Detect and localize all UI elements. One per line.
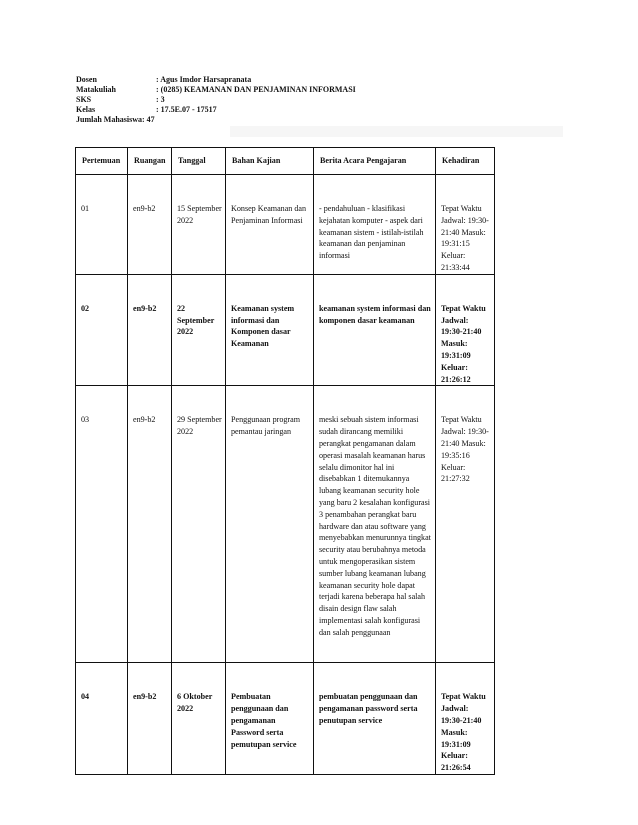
- cell-pertemuan: 02: [76, 274, 128, 386]
- sks-label: SKS: [76, 95, 92, 104]
- cell-tanggal: 29 September 2022: [172, 386, 226, 663]
- kelas-label: Kelas: [76, 105, 96, 114]
- cell-berita-acara: keamanan system informasi dan komponen dasar keamanan: [314, 274, 436, 386]
- dosen-value: : Agus Imdor Harsapranata: [156, 75, 252, 84]
- cell-ruangan: en9-b2: [128, 386, 172, 663]
- cell-kehadiran: Tepat Waktu Jadwal: 19:30-21:40 Masuk: 19:31:09 Keluar: 21:26:12: [436, 274, 495, 386]
- cell-ruangan: en9-b2: [128, 274, 172, 386]
- attendance-table: [75, 147, 495, 775]
- col-header-tanggal: Tanggal: [172, 148, 226, 175]
- col-header-ruangan: Ruangan: [128, 148, 172, 175]
- table-row: [76, 175, 495, 275]
- cell-berita-acara: meski sebuah sistem informasi sudah dirancang memiliki perangkat pengamanan dalam operasi masalah keamanan harus selalu dimonitor hal ini disebabkan 1 ditemukannya lubang keamanan security hole yang baru 2 kesalahan konfigurasi 3 penambahan perangkat baru hardware dan atau software yang menyebabkan menurunnya tingkat security atau berubahnya metoda untuk mengoperasikan sistem sumber lubang keamanan lubang keamanan security hole dapat terjadi karena beberapa hal salah disain design flaw salah implementasi salah konfigurasi dan salah penggunaan: [314, 386, 436, 663]
- sks-value: : 3: [156, 95, 165, 104]
- matkul-value: : (0285) KEAMANAN DAN PENJAMINAN INFORMASI: [156, 85, 356, 94]
- faint-highlight-bar: [230, 126, 563, 137]
- cell-tanggal: 15 September 2022: [172, 175, 226, 275]
- header-row-kelas: [76, 105, 356, 115]
- header-row-jumlah: [76, 115, 356, 125]
- cell-tanggal: 22 September 2022: [172, 274, 226, 386]
- col-header-pertemuan: Pertemuan: [76, 148, 128, 175]
- col-header-bahan-kajian: Bahan Kajian: [226, 148, 314, 175]
- jumlah-label: Jumlah Mahasiswa: [76, 115, 143, 124]
- cell-kehadiran: Tepat Waktu Jadwal: 19:30-21:40 Masuk: 19:31:15 Keluar: 21:33:44: [436, 175, 495, 275]
- table-row: [76, 274, 495, 386]
- course-header: [76, 75, 356, 125]
- dosen-label: Dosen: [76, 75, 97, 84]
- cell-berita-acara: - pendahuluan - klasifikasi kejahatan komputer - aspek dari keamanan sistem - istilah-istilah keamanan dan penjaminan informasi: [314, 175, 436, 275]
- cell-pertemuan: 03: [76, 386, 128, 663]
- col-header-berita-acara: Berita Acara Pengajaran: [314, 148, 436, 175]
- cell-bahan-kajian: Konsep Keamanan dan Penjaminan Informasi: [226, 175, 314, 275]
- cell-ruangan: en9-b2: [128, 663, 172, 775]
- cell-bahan-kajian: Penggunaan program pemantau jaringan: [226, 386, 314, 663]
- cell-bahan-kajian: Keamanan system informasi dan Komponen dasar Keamanan: [226, 274, 314, 386]
- col-header-kehadiran: Kehadiran: [436, 148, 495, 175]
- matkul-label: Matakuliah: [76, 85, 117, 94]
- jumlah-value: : 47: [142, 115, 155, 124]
- header-row-matkul: [76, 85, 356, 95]
- cell-kehadiran: Tepat Waktu Jadwal: 19:30-21:40 Masuk: 19:35:16 Keluar: 21:27:32: [436, 386, 495, 663]
- kelas-value: : 17.5E.07 - 17517: [156, 105, 217, 114]
- header-row-sks: [76, 95, 356, 105]
- cell-tanggal: 6 Oktober 2022: [172, 663, 226, 775]
- cell-berita-acara: pembuatan penggunaan dan pengamanan password serta penutupan service: [314, 663, 436, 775]
- cell-pertemuan: 04: [76, 663, 128, 775]
- cell-pertemuan: 01: [76, 175, 128, 275]
- table-row: [76, 386, 495, 663]
- table-header-row: [76, 148, 495, 175]
- table-row: [76, 663, 495, 775]
- header-row-dosen: [76, 75, 356, 85]
- cell-kehadiran: Tepat Waktu Jadwal: 19:30-21:40 Masuk: 19:31:09 Keluar: 21:26:54: [436, 663, 495, 775]
- cell-bahan-kajian: Pembuatan penggunaan dan pengamanan Password serta pemutupan service: [226, 663, 314, 775]
- cell-ruangan: en9-b2: [128, 175, 172, 275]
